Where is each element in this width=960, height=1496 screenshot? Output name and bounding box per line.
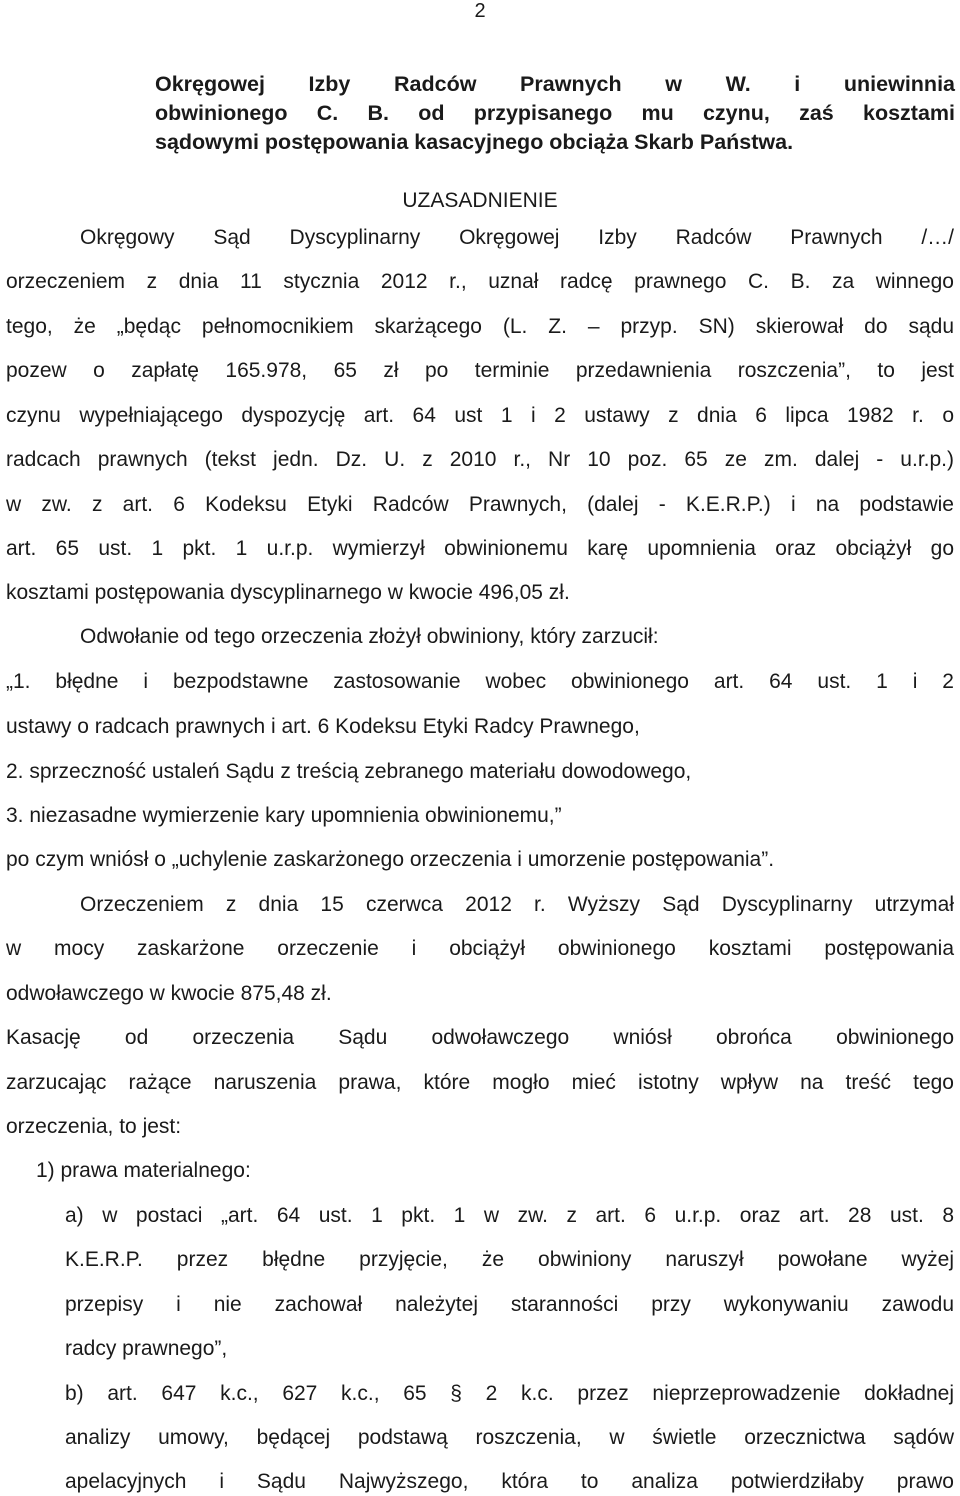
text-line: orzeczeniem z dnia 11 stycznia 2012 r., uznał radcę prawnego C. B. za winnego	[6, 270, 954, 293]
text-line: analizy umowy, będącej podstawą roszczenia, w świetle orzecznictwa sądów	[65, 1426, 954, 1449]
text-line: zarzucając rażące naruszenia prawa, które mogło mieć istotny wpływ na treść tego	[6, 1071, 954, 1094]
text-line: Okręgowy Sąd Dyscyplinarny Okręgowej Izby Radców Prawnych /…/	[80, 226, 954, 249]
text-line: tego, że „będąc pełnomocnikiem skarżącego (L. Z. – przyp. SN) skierował do sądu	[6, 315, 954, 338]
text-line: radcy prawnego”,	[65, 1337, 228, 1360]
text-line: odwoławczego w kwocie 875,48 zł.	[6, 982, 332, 1005]
text-line: apelacyjnych i Sądu Najwyższego, która to analiza potwierdziłaby prawo	[65, 1470, 954, 1493]
verdict-line: obwinionego C. B. od przypisanego mu czynu, zaś kosztami	[155, 101, 955, 125]
text-line: w zw. z art. 6 Kodeksu Etyki Radców Prawnych, (dalej - K.E.R.P.) i na podstawie	[6, 493, 954, 516]
text-line: Kasację od orzeczenia Sądu odwoławczego wniósł obrońca obwinionego	[6, 1026, 954, 1049]
text-line: K.E.R.P. przez błędne przyjęcie, że obwiniony naruszył powołane wyżej	[65, 1248, 954, 1271]
text-line: Odwołanie od tego orzeczenia złożył obwiniony, który zarzucił:	[80, 625, 659, 648]
verdict-continuation	[155, 70, 955, 157]
text-line: kosztami postępowania dyscyplinarnego w kwocie 496,05 zł.	[6, 581, 570, 604]
list-item: b) art. 647 k.c., 627 k.c., 65 § 2 k.c. przez nieprzeprowadzenie dokładnej	[65, 1382, 954, 1405]
text-line: przepisy i nie zachował należytej staranności przy wykonywaniu zawodu	[65, 1293, 954, 1316]
verdict-line: sądowymi postępowania kasacyjnego obciąża Skarb Państwa.	[155, 130, 794, 154]
text-line: radcach prawnych (tekst jedn. Dz. U. z 2010 r., Nr 10 poz. 65 ze zm. dalej - u.r.p.)	[6, 448, 954, 471]
page-number: 2	[474, 0, 486, 22]
text-line: ustawy o radcach prawnych i art. 6 Kodeksu Etyki Radcy Prawnego,	[6, 715, 640, 738]
text-line: pozew o zapłatę 165.978, 65 zł po terminie przedawnienia roszczenia”, to jest	[6, 359, 954, 382]
text-line: w mocy zaskarżone orzeczenie i obciążył obwinionego kosztami postępowania	[6, 937, 954, 960]
verdict-line: Okręgowej Izby Radców Prawnych w W. i uniewinnia	[155, 72, 955, 96]
list-item: 1) prawa materialnego:	[36, 1159, 251, 1182]
text-line: 3. niezasadne wymierzenie kary upomnienia obwinionemu,”	[6, 804, 562, 827]
text-line: czynu wypełniającego dyspozycję art. 64 ust 1 i 2 ustawy z dnia 6 lipca 1982 r. o	[6, 404, 954, 427]
list-item: a) w postaci „art. 64 ust. 1 pkt. 1 w zw. z art. 6 u.r.p. oraz art. 28 ust. 8	[65, 1204, 954, 1227]
text-line: orzeczenia, to jest:	[6, 1115, 182, 1138]
text-line: Orzeczeniem z dnia 15 czerwca 2012 r. Wyższy Sąd Dyscyplinarny utrzymał	[80, 893, 954, 916]
text-line: art. 65 ust. 1 pkt. 1 u.r.p. wymierzył obwinionemu karę upomnienia oraz obciążył go	[6, 537, 954, 560]
text-line: „1. błędne i bezpodstawne zastosowanie wobec obwinionego art. 64 ust. 1 i 2	[6, 670, 954, 693]
text-line: po czym wniósł o „uchylenie zaskarżonego orzeczenia i umorzenie postępowania”.	[6, 848, 775, 871]
text-line: 2. sprzeczność ustaleń Sądu z treścią zebranego materiału dowodowego,	[6, 760, 692, 783]
section-heading: UZASADNIENIE	[402, 189, 558, 212]
